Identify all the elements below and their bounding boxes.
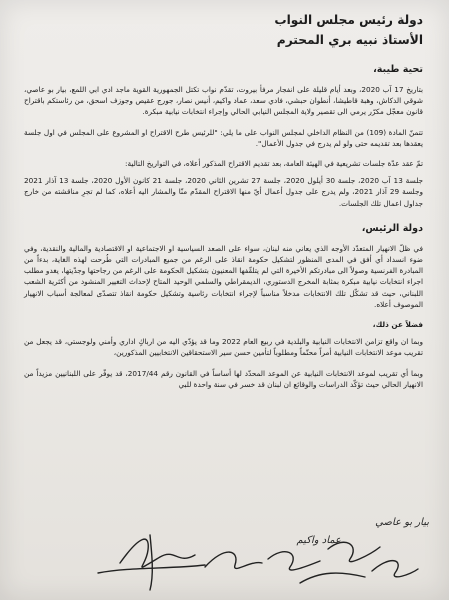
- recipient-name: الأستاذ نبيه بري المحترم: [276, 33, 423, 47]
- signature-area: [0, 505, 449, 600]
- signature-name-1: بيار بو عاصي: [375, 517, 429, 528]
- paragraph-2: تتمنّ المادة (109) من النظام الداخلي لمجلس النواب على ما يلي: "للرئيس طرح الاقتراح او المشروع على المجلس في اول جلسة يعقدها بعد تقديمه حتى ولو لم يدرج في جدول الأعمال".: [24, 127, 424, 148]
- salutation: دولة الرئيس،: [361, 222, 423, 234]
- further-heading: فضلاً عن ذلك،: [372, 320, 423, 330]
- greeting: تحية طيبة،: [373, 64, 423, 75]
- letter-body: [24, 10, 423, 390]
- paragraph-3: تمّ عقد عدّة جلسات تشريعية في الهيئة العامة، بعد تقديم الاقتراح المذكور أعلاه، في التواريخ التالية:: [125, 159, 423, 169]
- paragraph-6: وبما ان واقع تزامن الانتخابات النيابية والبلدية في ربيع العام 2022 وما قد يؤدّي اليه من ارباكٍ اداري وأمني ولوجستي، قد يجعل من تقريب موعد الانتخابات النيابية أمراً محتّماً ومطلوباً لتأمين حسن سير الاستحقاقين الانتخابيين المذكورين،: [24, 337, 423, 358]
- paragraph-4: جلسة 13 آب 2020، جلسة 30 أيلول 2020، جلسة 27 تشرين الثاني 2020، جلسة 21 كانون الأول 2020، جلسة 13 آذار 2021 وجلسة 29 آذار 2021، ولم يدرج على جدول أعمال أيّ منها الاقتراح المقدّم منّا والمشار اليه أعلاه، كما لم تجرِ مناقشته من خارج جداول اعمال تلك الجلسات.: [24, 176, 424, 208]
- paragraph-7: وبما أي تقريب لموعد الانتخابات النيابية عن الموعد المحدّد لها أساساً في القانون رقم 2017/44، قد يوفّر على اللبنانيين مزيداً من الانهيار الحالي حيث تؤكّد الدراسات والوقائع ان لبنان قد خسر في سنة واحدة للبي: [24, 368, 424, 389]
- recipient-title: دولة رئيس مجلس النواب: [274, 13, 423, 27]
- paragraph-5: في ظلّ الانهيار المتعدّد الأوجه الذي يعاني منه لبنان، سواء على الصعد السياسية او الاجتماعية او الاقتصادية والمالية والنقدية، وفي ضوء انسداد أي أفق في المدى المنظور لتشكيل حكومة انقاذ على الرغم من جميع المبادرات التي طُرحت لهذه الغاية، بدءاً من المبادرة الفرنسية وصولاً الى مبادرتكم الأخيرة التي لم يتلقّفها المعنيون بتشكيل الحكومة على الرغم من رجاحتها وجدّيتها، يغدو مطلب اجراء انتخابات نيابية مبكرة بمثابة المخرج الدستوري، الديمقراطي والسلمي الوحيد المتاح لإحداث التغيير المنشود من أكثرية الشعب اللبناني، حيث قد تشكّل تلك الانتخابات مدخلاً مناسباً لإجراء انتخابات رئاسية وتشكيل حكومة انقاذ تتصدّى لمعالجة أسباب الانهيار الموصوف أعلاه.: [24, 243, 423, 309]
- signature-name-2: عماد واكيم: [296, 535, 341, 546]
- paragraph-1: بتاريخ 17 آب 2020، وبعد أيام قليلة على انفجار مرفأ بيروت، تقدّم نواب تكتل الجمهورية القوية ماجد ادي ابي اللمع، بيار بو عاصي، شوقي الدكاش، وهبة قاطيشا، أنطوان حبشي، فادي سعد، عماد واكيم، أنيس نصار، جورج عقيص وجوزف اسحق، من رئاستكم باقتراح قانون معجّل مكرّر يرمي الى تقصير ولاية المجلس النيابي الحالي وإجراء انتخابات نيابية مبكرة.: [24, 85, 423, 117]
